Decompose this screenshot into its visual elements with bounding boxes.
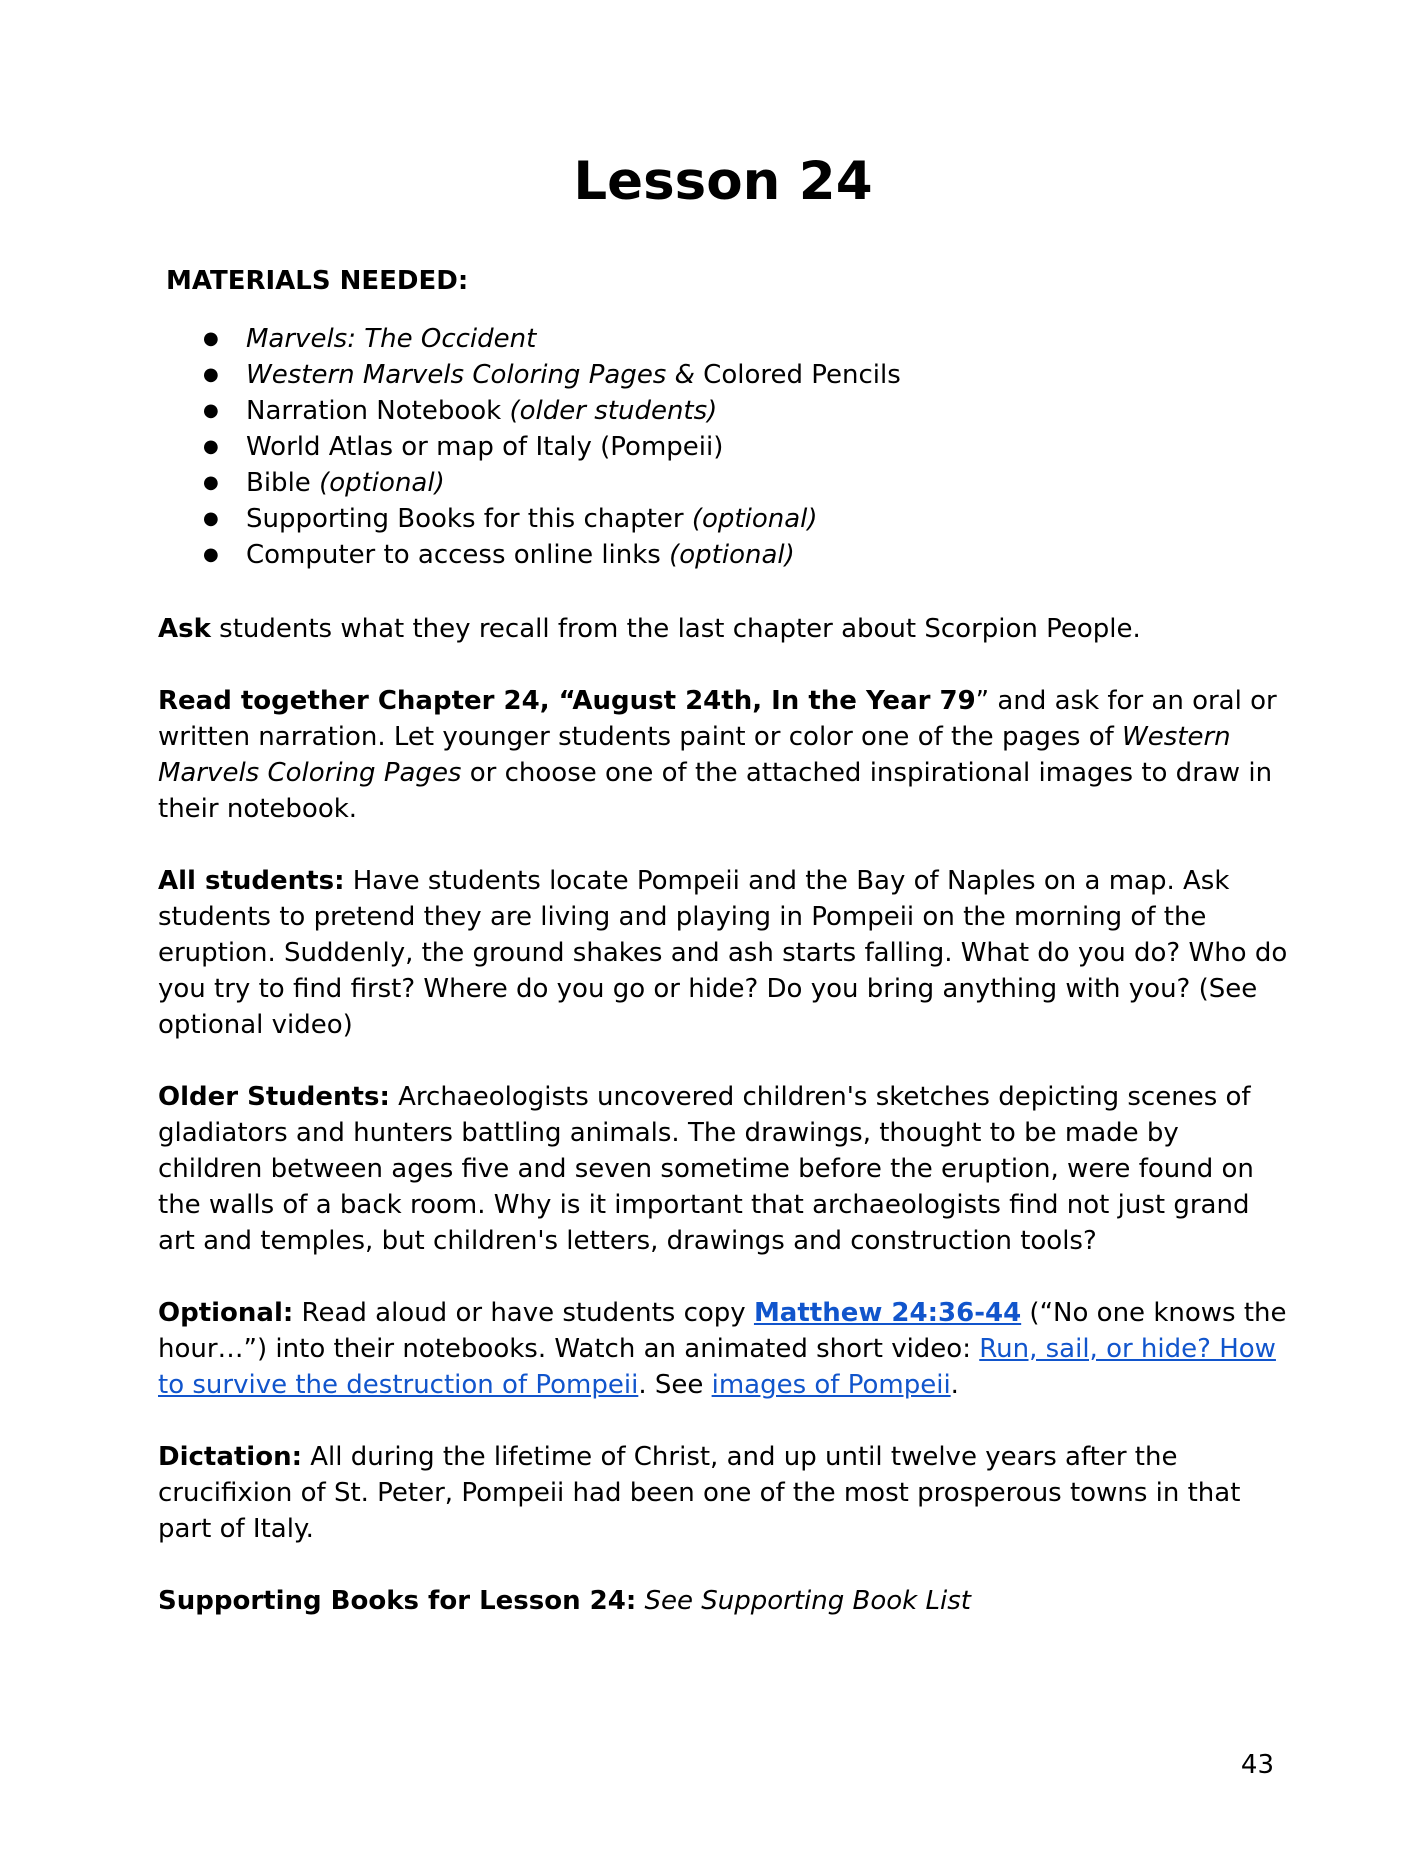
optional-paragraph: Optional: Read aloud or have students copy Matthew 24:36-44 (“No one knows the hour…”) into their notebooks. Watch an animated short video: Run, sail, or hide? How to survive the destruction of Pompeii. See images of Pompeii. <box>158 1297 1287 1400</box>
document-page <box>158 150 1288 1655</box>
bullet-icon: ● <box>203 435 219 457</box>
materials-heading: MATERIALS NEEDED: <box>166 265 469 296</box>
bullet-icon: ● <box>203 399 219 421</box>
read-label: Read together Chapter 24, “August 24th, In the Year 79 <box>158 685 976 716</box>
list-item: ● World Atlas or map of Italy (Pompeii) <box>203 429 1288 465</box>
page-number: 43 <box>1240 1750 1274 1780</box>
supporting-books-paragraph: Supporting Books for Lesson 24: See Supporting Book List <box>158 1585 971 1616</box>
list-item: ● Bible (optional) <box>203 465 1288 501</box>
bullet-icon: ● <box>203 363 219 385</box>
dictation-paragraph: Dictation: All during the lifetime of Christ, and up until twelve years after the crucifixion of St. Peter, Pompeii had been one of the most prosperous towns in that part of Italy. <box>158 1441 1241 1544</box>
lesson-title: Lesson 24 <box>573 151 873 212</box>
list-item: ● Supporting Books for this chapter (optional) <box>203 501 1288 537</box>
list-item: ● Computer to access online links (optional) <box>203 537 1288 573</box>
read-paragraph: Read together Chapter 24, “August 24th, In the Year 79” and ask for an oral or written narration. Let younger students paint or color one of the pages of Western Marvels Coloring Pages or choose one of the attached inspirational images to draw in their notebook. <box>158 685 1277 824</box>
list-item: ● Western Marvels Coloring Pages & Colored Pencils <box>203 357 1288 393</box>
list-item: ● Marvels: The Occident <box>203 321 1288 357</box>
pompeii-images-link[interactable]: images of Pompeii <box>711 1369 951 1400</box>
all-students-label: All students: <box>158 865 345 896</box>
dictation-label: Dictation: <box>158 1441 302 1472</box>
optional-label: Optional: <box>158 1297 294 1328</box>
bullet-icon: ● <box>203 327 219 349</box>
supporting-books-label: Supporting Books for Lesson 24: <box>158 1585 637 1616</box>
ask-label: Ask <box>158 613 211 644</box>
bullet-icon: ● <box>203 543 219 565</box>
older-students-paragraph: Older Students: Archaeologists uncovered children's sketches depicting scenes of gladiators and hunters battling animals. The drawings, thought to be made by children between ages five and seven sometime before the eruption, were found on the walls of a back room. Why is it important that archaeologists find not just grand art and temples, but children's letters, drawings and construction tools? <box>158 1081 1254 1256</box>
bullet-icon: ● <box>203 471 219 493</box>
list-item: ● Narration Notebook (older students) <box>203 393 1288 429</box>
materials-list <box>158 321 1288 573</box>
older-students-label: Older Students: <box>158 1081 390 1112</box>
pompeii-video-link[interactable]: Run, sail, or hide? How to survive the destruction of Pompeii <box>158 1333 1276 1400</box>
all-students-paragraph: All students: Have students locate Pompeii and the Bay of Naples on a map. Ask students to pretend they are living and playing in Pompeii on the morning of the eruption. Suddenly, the ground shakes and ash starts falling. What do you do? Who do you try to find first? Where do you go or hide? Do you bring anything with you? (See optional video) <box>158 865 1288 1040</box>
ask-paragraph: Ask students what they recall from the last chapter about Scorpion People. <box>158 613 1141 644</box>
bullet-icon: ● <box>203 507 219 529</box>
matthew-link[interactable]: Matthew 24:36-44 <box>753 1297 1022 1328</box>
